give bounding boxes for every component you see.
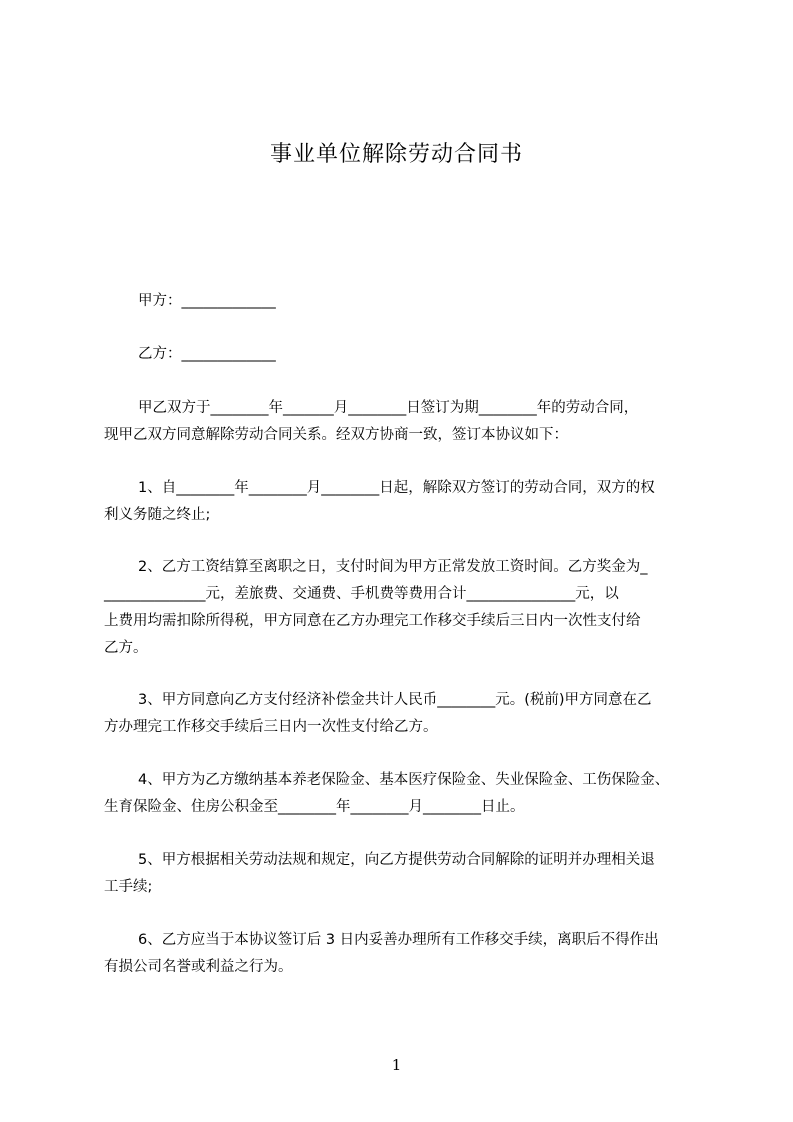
party-b-line: 乙方：_____________ [138,346,276,362]
paragraph-line: 3、甲方同意向乙方支付经济补偿金共计人民币________元。(税前)甲方同意在乙 [138,692,652,708]
party-a-line: 甲方：_____________ [138,293,276,309]
paragraph-line: 甲乙双方于________年_______月________日签订为期________年的劳动合同， [138,400,639,416]
paragraph-line: 生育保险金、住房公积金至________年________月________日止。 [104,799,525,815]
paragraph-line: 4、甲方为乙方缴纳基本养老保险金、基本医疗保险金、失业保险金、工伤保险金、 [138,772,670,788]
paragraph-line: 利义务随之终止; [104,507,211,523]
paragraph-line: 5、甲方根据相关劳动法规和规定，向乙方提供劳动合同解除的证明并办理相关退 [138,852,655,868]
paragraph-line: 上费用均需扣除所得税，甲方同意在乙方办理完工作移交手续后三日内一次性支付给 [104,613,641,629]
paragraph-line: 6、乙方应当于本协议签订后 3 日内妥善办理所有工作移交手续，离职后不得作出 [138,932,659,948]
paragraph-line: 2、乙方工资结算至离职之日，支付时间为甲方正常发放工资时间。乙方奖金为_ [138,559,648,575]
paragraph-line: 工手续; [104,879,153,895]
paragraph-line: 现甲乙双方同意解除劳动合同关系。经双方协商一致，签订本协议如下： [104,427,568,443]
paragraph-line: ______________元，差旅费、交通费、手机费等费用合计_______________元，以 [104,586,619,602]
paragraph-line: 乙方。 [104,640,148,656]
page-number: 1 [391,1056,402,1074]
paragraph-line: 方办理完工作移交手续后三日内一次性支付给乙方。 [104,719,438,735]
paragraph-line: 有损公司名誉或利益之行为。 [104,959,293,975]
document-title: 事业单位解除劳动合同书 [269,142,523,167]
paragraph-line: 1、自________年________月________日起，解除双方签订的劳动合同，双方的权 [138,480,655,496]
